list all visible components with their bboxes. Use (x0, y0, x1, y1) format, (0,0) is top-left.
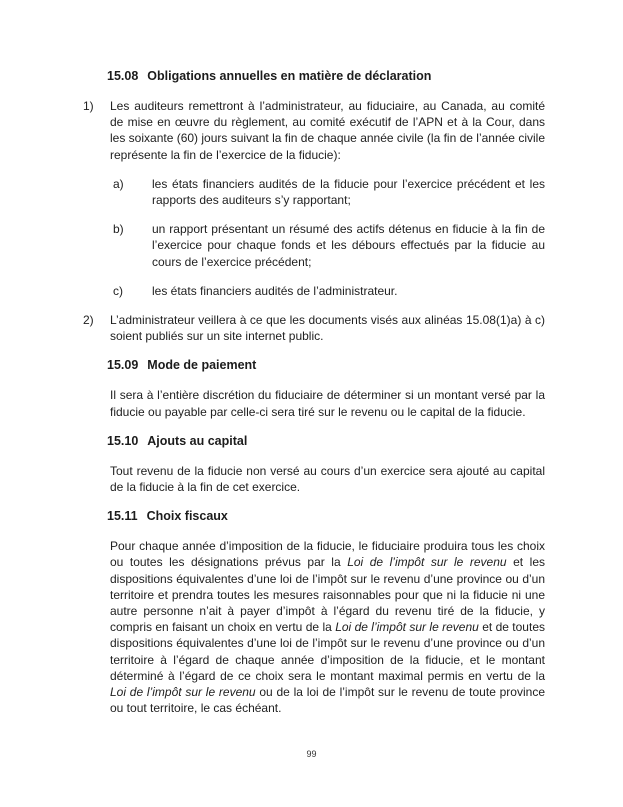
heading-number: 15.09 (107, 358, 139, 373)
paragraph (110, 387, 545, 419)
text-run: Les auditeurs remettront à l’administrateur, au fiduciaire, au Canada, au comité de mise en œuvre du règlement, au comité exécutif de l’APN et à la Cour, dans les soixante (60) jours suivant la fin de chaque année civile (la fin de l’année civile représente la fin de l’exercice de la fiducie): (110, 99, 545, 162)
item-text (152, 222, 545, 268)
heading-title: Obligations annuelles en matière de déclaration (147, 69, 432, 83)
text-run: les états financiers audités de l’administrateur. (152, 283, 398, 298)
section-heading (107, 357, 545, 374)
numbered-item (83, 98, 545, 163)
text-run: et les dispositions équivalentes d’une loi de l’impôt sur le revenu d’une province ou d’un territoire et prendra toutes les mesures raisonnables pour que ni la fiducie ni une autre personne n’ait à payer d’impôt à l’égard du revenu tiré de la fiducie, y compris en faisant un choix en vertu de la (110, 555, 545, 635)
text-run: les états financiers audités de la fiducie pour l’exercice précédent et les rapports des auditeurs s’y rapportant; (152, 176, 545, 208)
paragraph (110, 538, 545, 716)
heading-number: 15.08 (107, 69, 139, 83)
page-number: 99 (306, 749, 317, 759)
item-label: 2) (83, 313, 94, 328)
heading-number: 15.11 (107, 509, 138, 524)
heading-title: Ajouts au capital (147, 433, 248, 448)
text-run: Loi de l’impôt sur le revenu (347, 555, 507, 570)
item-text (152, 177, 545, 207)
document-content (83, 55, 545, 729)
text-run: Tout revenu de la fiducie non versé au cours d’un exercice sera ajouté au capital de la fiducie à la fin de cet exercice. (110, 463, 545, 495)
heading-number: 15.10 (107, 433, 139, 448)
text-run: Pour chaque année d’imposition de la fiducie, le fiduciaire produira tous les choix ou toutes les désignations prévus par la (110, 539, 545, 570)
section-heading (107, 433, 545, 450)
paragraph (110, 463, 545, 495)
page-footer (0, 749, 623, 759)
text-run: un rapport présentant un résumé des actifs détenus en fiducie à la fin de l’exercice pour chaque fonds et les débours effectués par la fiducie au cours de l’exercice précédent; (152, 222, 545, 269)
heading-title: Choix fiscaux (146, 509, 228, 524)
lettered-item (83, 176, 545, 208)
item-text (152, 284, 397, 298)
heading-title: Mode de paiement (147, 358, 257, 373)
text-run: ou de la loi de l’impôt sur le revenu de toute province ou tout territoire, le cas échéant. (110, 685, 545, 716)
section-heading (107, 68, 545, 85)
section-heading (107, 508, 545, 525)
item-label: b) (113, 222, 124, 237)
item-label: c) (113, 283, 123, 298)
item-label: a) (113, 176, 124, 191)
numbered-item (83, 312, 545, 344)
text-run: Il sera à l’entière discrétion du fiduciaire de déterminer si un montant versé par la fiducie ou payable par celle-ci sera tiré sur le revenu ou le capital de la fiducie. (110, 388, 545, 419)
text-run: L’administrateur veillera à ce que les documents visés aux alinéas 15.08(1)a) à c) soient publiés sur un site internet public. (110, 313, 545, 344)
lettered-item (83, 221, 545, 270)
text-run: Loi de l’impôt sur le revenu (110, 685, 256, 700)
item-text (110, 99, 545, 162)
item-label: 1) (83, 99, 94, 113)
lettered-item (83, 283, 545, 299)
text-run: et de toutes dispositions équivalentes d’une loi de l’impôt sur le revenu d’une province ou d’un territoire à l’égard de chaque année d’imposition de la fiducie, et le montant déterminé à l’égard de ce choix sera le montant maximal permis en vertu de la (110, 620, 545, 683)
item-text (110, 313, 545, 343)
text-run: Loi de l’impôt sur le revenu (335, 620, 479, 635)
